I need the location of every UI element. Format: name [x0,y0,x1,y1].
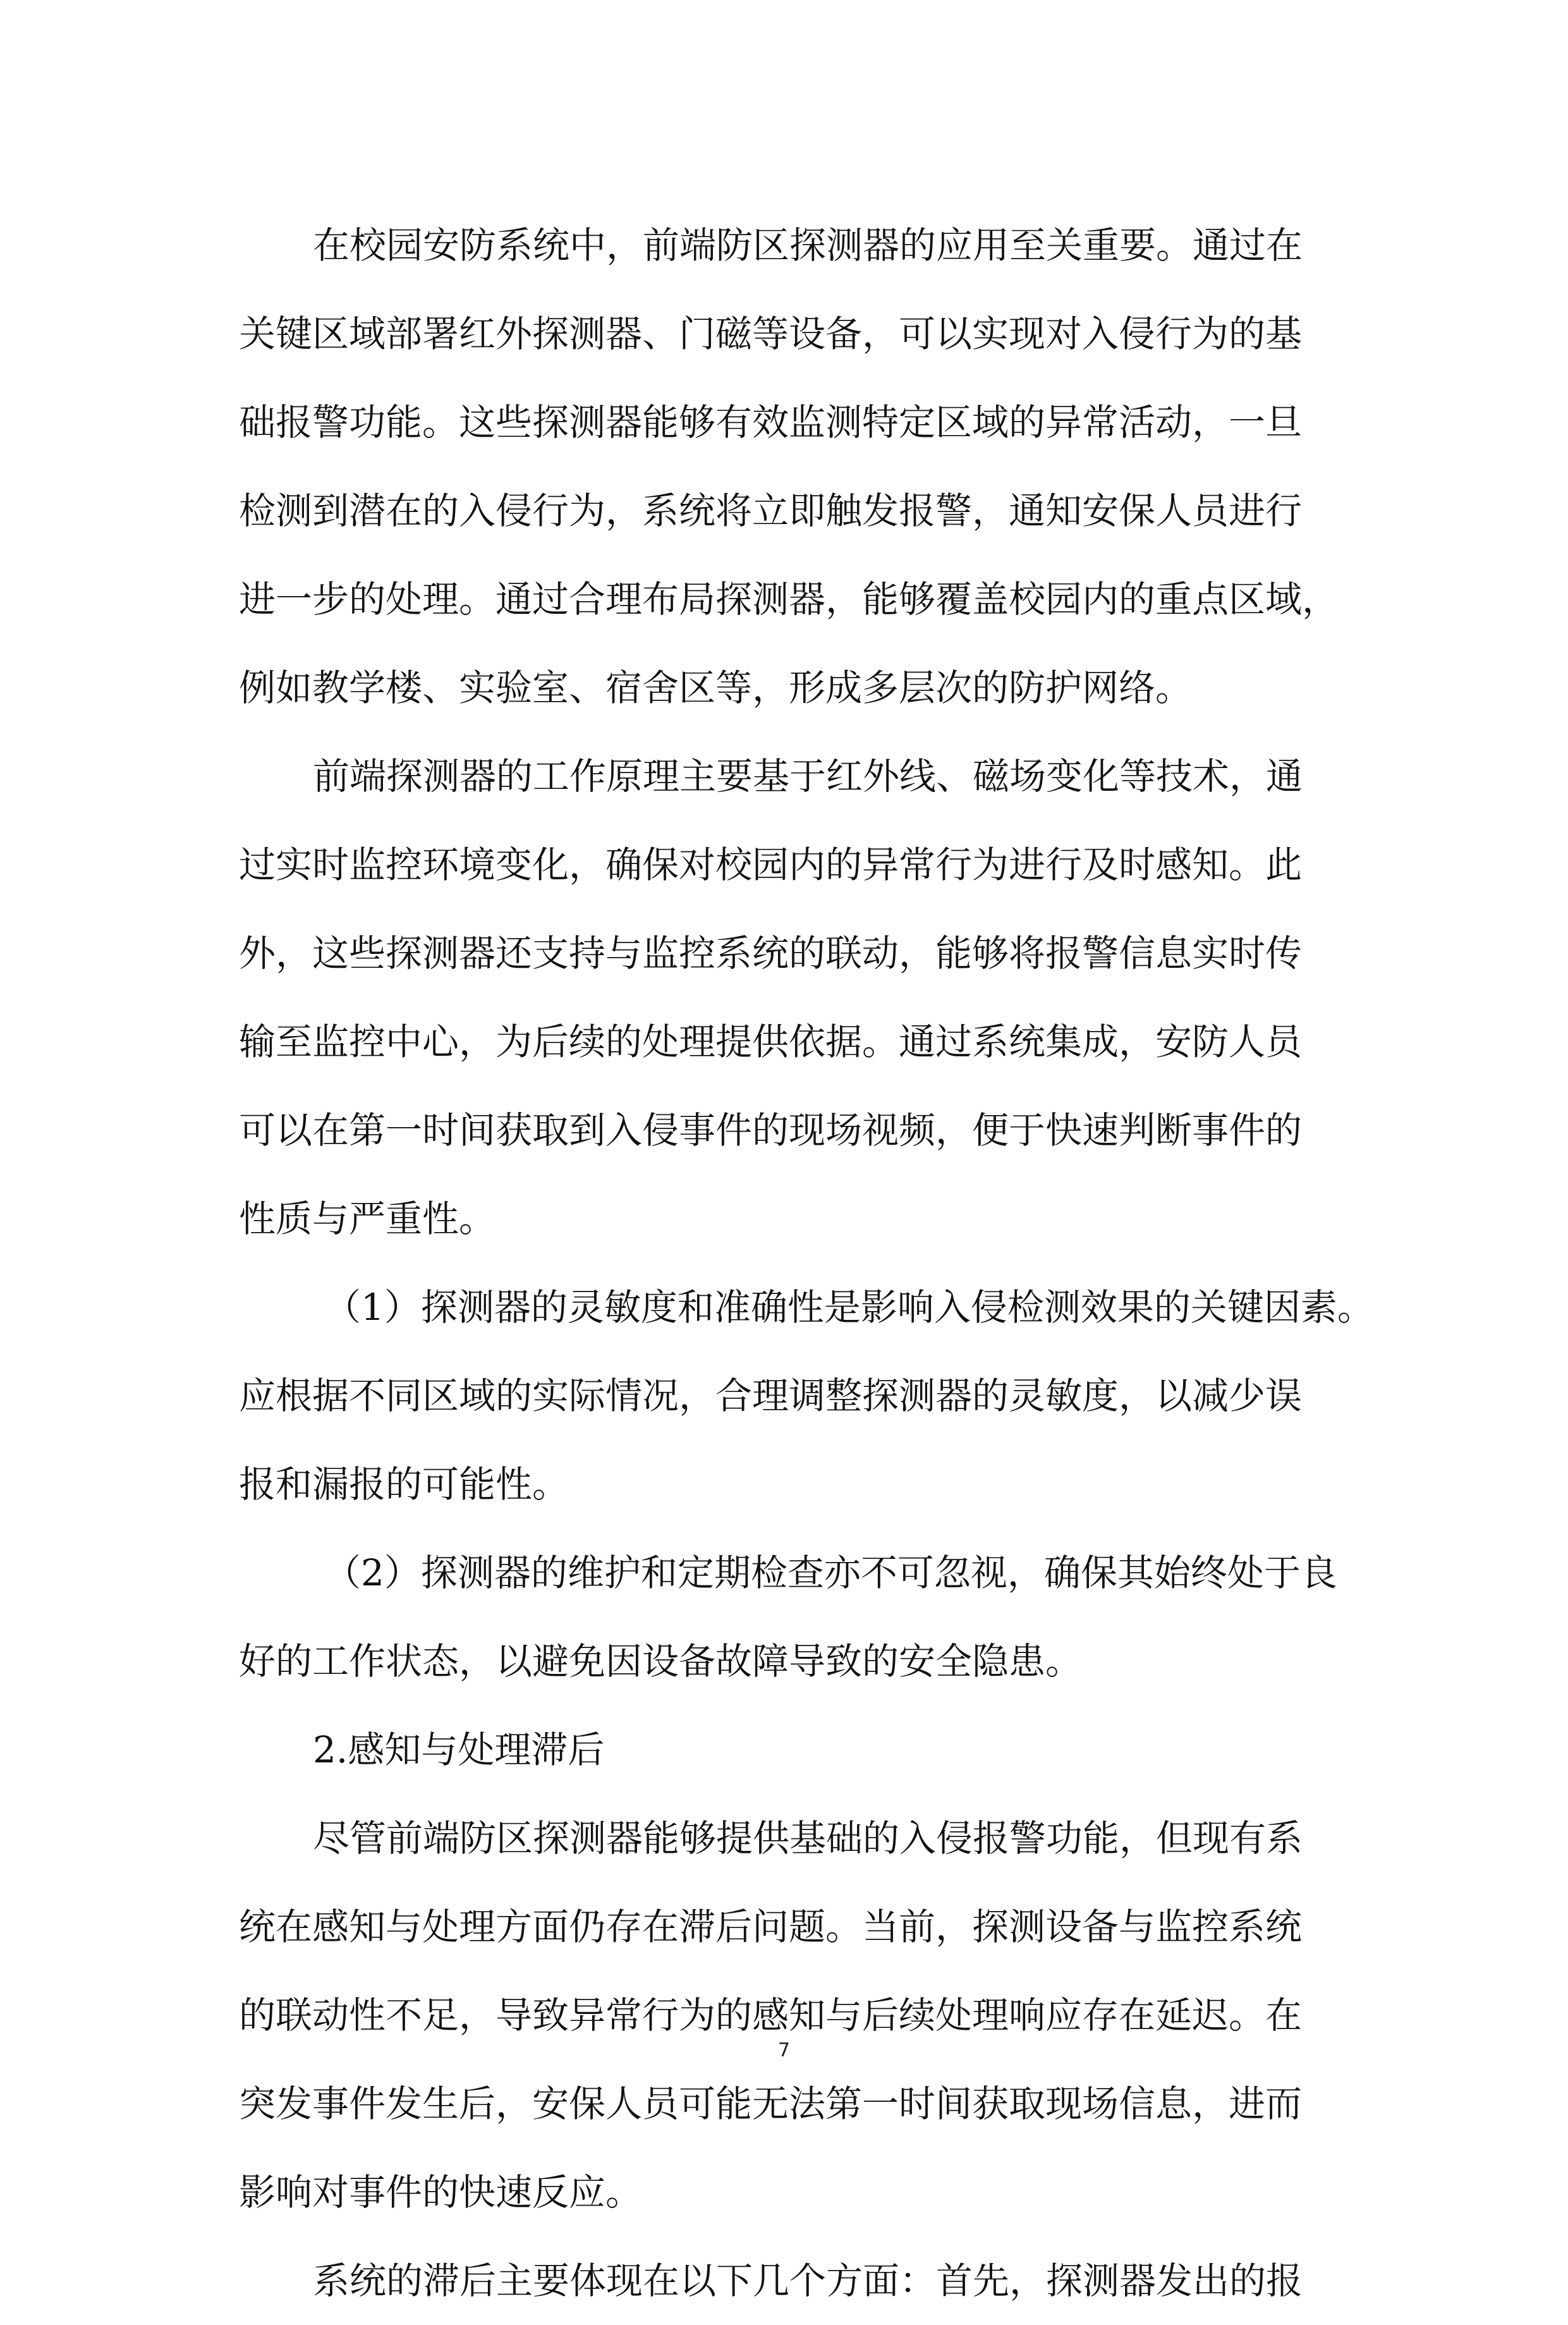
paragraph-1-line-2: 关键区域部署红外探测器、门磁等设备，可以实现对入侵行为的基 [239,312,1303,355]
paragraph-2-line-2: 过实时监控环境变化，确保对校园内的异常行为进行及时感知。此 [239,843,1303,886]
list-item-1-line-3: 报和漏报的可能性。 [239,1463,569,1506]
paragraph-1-line-1: 在校园安防系统中，前端防区探测器的应用至关重要。通过在 [313,224,1303,267]
paragraph-3-line-1: 尽管前端防区探测器能够提供基础的入侵报警功能，但现有系 [313,1817,1303,1860]
paragraph-1-line-5: 进一步的处理。通过合理布局探测器，能够覆盖校园内的重点区域， [239,578,1339,621]
paragraph-3-line-3: 的联动性不足，导致异常行为的感知与后续处理响应存在延迟。在 [239,1994,1303,2037]
paragraph-2-line-4: 输至监控中心，为后续的处理提供依据。通过系统集成，安防人员 [239,1020,1303,1063]
list-item-1-line-2: 应根据不同区域的实际情况，合理调整探测器的灵敏度，以减少误 [239,1374,1303,1417]
paragraph-1-line-3: 础报警功能。这些探测器能够有效监测特定区域的异常活动，一旦 [239,401,1303,444]
paragraph-1-line-6: 例如教学楼、实验室、宿舍区等，形成多层次的防护网络。 [239,666,1193,709]
list-item-2-line-2: 好的工作状态，以避免因设备故障导致的安全隐患。 [239,1640,1083,1683]
paragraph-4-line-1: 系统的滞后主要体现在以下几个方面：首先，探测器发出的报 [313,2259,1303,2302]
paragraph-2-line-3: 外，这些探测器还支持与监控系统的联动，能够将报警信息实时传 [239,932,1303,975]
paragraph-2-line-6: 性质与严重性。 [239,1197,496,1240]
list-item-1-line-1: （1）探测器的灵敏度和准确性是影响入侵检测效果的关键因素。 [324,1286,1374,1329]
body-text [239,201,1374,2325]
paragraph-1-line-4: 检测到潜在的入侵行为，系统将立即触发报警，通知安保人员进行 [239,489,1303,532]
list-item-2-line-1: （2）探测器的维护和定期检查亦不可忽视，确保其始终处于良 [324,1551,1337,1594]
paragraph-3-line-5: 影响对事件的快速反应。 [239,2171,643,2214]
paragraph-3-line-4: 突发事件发生后，安保人员可能无法第一时间获取现场信息，进而 [239,2082,1303,2125]
paragraph-2-line-1: 前端探测器的工作原理主要基于红外线、磁场变化等技术，通 [313,755,1303,798]
page-number: 7 [777,2039,791,2061]
section-heading: 2.感知与处理滞后 [313,1728,605,1771]
paragraph-2-line-5: 可以在第一时间获取到入侵事件的现场视频，便于快速判断事件的 [239,1109,1303,1152]
paragraph-3-line-2: 统在感知与处理方面仍存在滞后问题。当前，探测设备与监控系统 [239,1905,1303,1948]
